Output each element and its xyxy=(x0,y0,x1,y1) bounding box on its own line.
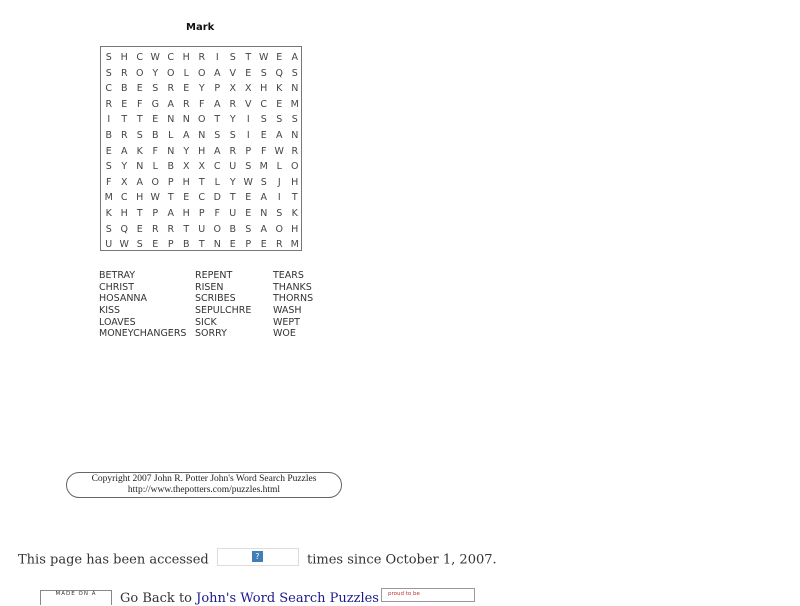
grid-cell: R xyxy=(229,145,237,157)
word-list-item: SEPULCHRE xyxy=(195,305,252,317)
grid-cell: F xyxy=(106,176,112,188)
grid-cell: K xyxy=(105,208,112,219)
grid-cell: K xyxy=(291,208,298,219)
grid-cell: C xyxy=(198,192,206,204)
grid-cell: O xyxy=(151,176,159,188)
grid-cell: X xyxy=(182,161,190,173)
grid-cell: U xyxy=(198,223,206,235)
grid-cell: R xyxy=(182,98,190,110)
grid-cell: C xyxy=(213,161,221,173)
grid-cell: C xyxy=(167,52,175,63)
grid-cell: E xyxy=(152,114,159,126)
grid-cell: K xyxy=(136,145,143,157)
word-search-grid xyxy=(100,46,302,251)
grid-cell: D xyxy=(213,192,221,204)
grid-cell: X xyxy=(244,83,252,95)
go-back-prefix: Go Back to xyxy=(120,591,192,606)
grid-cell: N xyxy=(167,145,175,157)
grid-cell: O xyxy=(291,161,299,173)
grid-row xyxy=(101,112,303,127)
grid-cell: A xyxy=(167,98,174,110)
grid-cell: S xyxy=(105,52,112,63)
grid-cell: U xyxy=(229,161,237,173)
grid-row xyxy=(101,144,303,159)
grid-cell: H xyxy=(120,208,128,219)
grid-cell: R xyxy=(198,52,206,63)
word-list-item: CHRIST xyxy=(99,281,135,293)
grid-cell: T xyxy=(198,239,205,251)
grid-cell: O xyxy=(198,114,206,126)
grid-cell: M xyxy=(290,98,299,110)
grid-cell: H xyxy=(182,208,190,219)
grid-cell: F xyxy=(137,98,143,110)
grid-cell: I xyxy=(277,192,281,204)
grid-cell: S xyxy=(214,130,221,141)
word-list-item: REPENT xyxy=(195,270,233,281)
grid-cell: T xyxy=(229,192,236,204)
grid-cell: V xyxy=(245,98,252,110)
grid-cell: L xyxy=(276,161,282,173)
grid-cell: E xyxy=(245,67,252,79)
grid-cell: B xyxy=(167,161,175,173)
grid-cell: N xyxy=(260,208,268,219)
grid-cell: I xyxy=(246,114,250,126)
grid-cell: K xyxy=(276,83,283,95)
grid-cell: N xyxy=(182,114,190,126)
grid-row xyxy=(101,50,303,65)
grid-cell: T xyxy=(136,114,143,126)
grid-cell: S xyxy=(245,223,252,235)
grid-cell: R xyxy=(120,130,128,141)
grid-cell: B xyxy=(105,130,113,141)
grid-cell: W xyxy=(119,239,129,251)
grid-cell: E xyxy=(136,83,143,95)
broken-image-icon: ? xyxy=(252,551,263,562)
grid-cell: E xyxy=(121,98,128,110)
grid-cell: T xyxy=(121,114,128,126)
word-list-item: MONEYCHANGERS xyxy=(99,328,187,340)
word-list-item: WOE xyxy=(273,328,296,340)
grid-cell: C xyxy=(120,192,128,204)
word-list-item: THANKS xyxy=(273,281,312,293)
grid-cell: S xyxy=(260,114,267,126)
grid-cell: A xyxy=(214,67,221,79)
grid-cell: A xyxy=(260,223,267,235)
grid-cell: S xyxy=(152,83,159,95)
grid-cell: F xyxy=(214,208,220,219)
grid-cell: M xyxy=(104,192,113,204)
grid-cell: U xyxy=(229,208,237,219)
grid-row xyxy=(101,128,303,143)
copyright-box xyxy=(66,472,342,498)
grid-cell: G xyxy=(151,98,159,110)
grid-cell: T xyxy=(214,114,221,126)
grid-cell: M xyxy=(259,161,268,173)
grid-cell: T xyxy=(136,208,143,219)
word-list-item: TEARS xyxy=(273,270,304,281)
word-list-item: SICK xyxy=(195,316,217,328)
grid-cell: N xyxy=(198,130,206,141)
grid-cell: P xyxy=(198,208,205,219)
grid-cell: A xyxy=(136,176,143,188)
grid-cell: W xyxy=(243,176,253,188)
grid-cell: W xyxy=(150,52,160,63)
made-on-a-mac-badge[interactable]: MADE ON A xyxy=(40,590,112,605)
grid-cell: O xyxy=(198,67,206,79)
grid-cell: Y xyxy=(229,176,236,188)
word-list-column xyxy=(99,270,186,340)
grid-cell: P xyxy=(167,239,174,251)
grid-cell: S xyxy=(291,114,298,126)
grid-cell: O xyxy=(167,67,175,79)
word-list-item: WASH xyxy=(273,305,302,317)
grid-cell: S xyxy=(245,161,252,173)
grid-cell: R xyxy=(167,83,175,95)
grid-row xyxy=(101,222,303,237)
grid-cell: L xyxy=(214,176,220,188)
word-list-item: SORRY xyxy=(195,328,227,340)
grid-cell: A xyxy=(291,52,298,63)
grid-cell: S xyxy=(260,67,267,79)
grid-cell: A xyxy=(260,192,267,204)
grid-cell: S xyxy=(291,67,298,79)
grid-cell: T xyxy=(198,176,205,188)
grid-cell: A xyxy=(121,145,128,157)
grid-cell: J xyxy=(277,176,281,188)
grid-cell: Y xyxy=(152,67,159,79)
word-search-puzzles-link[interactable]: John's Word Search Puzzles xyxy=(196,591,379,606)
grid-cell: N xyxy=(167,114,175,126)
grid-cell: H xyxy=(291,223,299,235)
go-back-text xyxy=(120,591,379,606)
grid-cell: O xyxy=(275,223,283,235)
grid-cell: S xyxy=(260,176,267,188)
grid-cell: E xyxy=(276,98,283,110)
grid-cell: B xyxy=(182,239,190,251)
grid-cell: L xyxy=(183,67,189,79)
grid-cell: E xyxy=(260,239,267,251)
word-list-item: KISS xyxy=(99,305,121,317)
grid-cell: R xyxy=(167,223,175,235)
grid-cell: T xyxy=(167,192,174,204)
grid-cell: N xyxy=(291,130,299,141)
grid-row xyxy=(101,190,303,205)
grid-row xyxy=(101,159,303,174)
grid-cell: W xyxy=(150,192,160,204)
grid-cell: N xyxy=(213,239,221,251)
grid-cell: E xyxy=(183,83,190,95)
grid-cell: R xyxy=(229,98,237,110)
grid-cell: V xyxy=(229,67,236,79)
grid-cell: S xyxy=(229,52,236,63)
word-list-item: HOSANNA xyxy=(99,293,148,305)
grid-cell: Y xyxy=(183,145,190,157)
grid-cell: X xyxy=(229,83,236,95)
grid-row xyxy=(101,206,303,221)
grid-cell: E xyxy=(136,223,143,235)
grid-cell: T xyxy=(291,192,298,204)
grid-cell: N xyxy=(136,161,144,173)
word-list-column xyxy=(195,270,251,340)
grid-cell: A xyxy=(183,130,190,141)
grid-cell: X xyxy=(198,161,205,173)
grid-cell: T xyxy=(245,52,252,63)
grid-cell: R xyxy=(151,223,159,235)
grid-row xyxy=(101,81,303,96)
grid-cell: H xyxy=(120,52,128,63)
word-list-column xyxy=(273,270,313,340)
grid-cell: I xyxy=(246,130,250,141)
grid-cell: A xyxy=(167,208,174,219)
access-prefix: This page has been accessed xyxy=(18,552,209,568)
word-list-item: LOAVES xyxy=(99,316,136,328)
grid-cell: E xyxy=(183,192,190,204)
access-suffix: times since October 1, 2007. xyxy=(307,552,497,568)
grid-cell: H xyxy=(291,176,299,188)
grid-cell: Q xyxy=(275,67,283,79)
grid-row xyxy=(101,175,303,190)
grid-cell: A xyxy=(214,98,221,110)
grid-cell: P xyxy=(214,83,221,95)
grid-cell: X xyxy=(120,176,128,188)
grid-cell: F xyxy=(152,145,158,157)
grid-cell: Q xyxy=(120,223,128,235)
grid-cell: H xyxy=(198,145,206,157)
grid-cell: Y xyxy=(198,83,205,95)
puzzle-title: Mark xyxy=(186,22,215,33)
word-list-item: THORNS xyxy=(273,293,314,305)
grid-cell: W xyxy=(274,145,284,157)
grid-cell: E xyxy=(276,52,283,63)
grid-cell: R xyxy=(291,145,299,157)
copyright-line: Copyright 2007 John R. Potter John's Word Search Puzzles xyxy=(91,474,317,484)
grid-cell: Y xyxy=(229,114,236,126)
grid-cell: E xyxy=(245,192,252,204)
grid-row xyxy=(101,97,303,112)
grid-cell: B xyxy=(120,83,128,95)
grid-cell: E xyxy=(152,239,159,251)
grid-cell: L xyxy=(168,130,174,141)
proud-badge-text: proud to be xyxy=(388,591,420,597)
grid-cell: U xyxy=(105,239,113,251)
grid-cell: I xyxy=(215,52,219,63)
grid-row xyxy=(101,237,303,252)
grid-cell: S xyxy=(136,239,143,251)
hit-counter-image xyxy=(217,548,299,566)
grid-cell: Y xyxy=(121,161,128,173)
grid-cell: P xyxy=(245,239,252,251)
grid-cell: W xyxy=(259,52,269,63)
grid-cell: O xyxy=(136,67,144,79)
grid-cell: E xyxy=(105,145,112,157)
grid-cell: S xyxy=(105,223,112,235)
word-list-item: SCRIBES xyxy=(195,293,236,305)
grid-cell: A xyxy=(276,130,283,141)
copyright-url: http://www.thepotters.com/puzzles.html xyxy=(127,485,281,495)
grid-cell: H xyxy=(182,52,190,63)
access-counter-text xyxy=(18,551,497,569)
grid-cell: F xyxy=(199,98,205,110)
grid-cell: T xyxy=(183,223,190,235)
grid-cell: A xyxy=(214,145,221,157)
grid-cell: S xyxy=(276,114,283,126)
grid-cell: S xyxy=(105,67,112,79)
grid-cell: F xyxy=(261,145,267,157)
grid-cell: S xyxy=(229,130,236,141)
grid-cell: P xyxy=(167,176,174,188)
word-list-item: RISEN xyxy=(195,281,224,293)
grid-cell: P xyxy=(245,145,252,157)
grid-cell: C xyxy=(136,52,144,63)
grid-cell: B xyxy=(229,223,237,235)
grid-cell: E xyxy=(245,208,252,219)
grid-cell: R xyxy=(275,239,283,251)
grid-cell: C xyxy=(105,83,113,95)
grid-cell: S xyxy=(105,161,112,173)
grid-cell: H xyxy=(136,192,144,204)
grid-cell: R xyxy=(105,98,113,110)
grid-cell: E xyxy=(260,130,267,141)
grid-cell: P xyxy=(152,208,159,219)
grid-cell: N xyxy=(291,83,299,95)
grid-cell: L xyxy=(152,161,158,173)
grid-cell: C xyxy=(260,98,268,110)
grid-row xyxy=(101,66,303,81)
grid-cell: H xyxy=(182,176,190,188)
grid-cell: H xyxy=(260,83,268,95)
grid-cell: S xyxy=(136,130,143,141)
grid-cell: S xyxy=(276,208,283,219)
grid-cell: I xyxy=(107,114,111,126)
grid-cell: O xyxy=(213,223,221,235)
grid-cell: R xyxy=(120,67,128,79)
word-list-item: BETRAY xyxy=(99,270,136,281)
grid-cell: M xyxy=(290,239,299,251)
word-list-item: WEPT xyxy=(273,316,300,328)
grid-cell: B xyxy=(151,130,159,141)
grid-cell: E xyxy=(229,239,236,251)
